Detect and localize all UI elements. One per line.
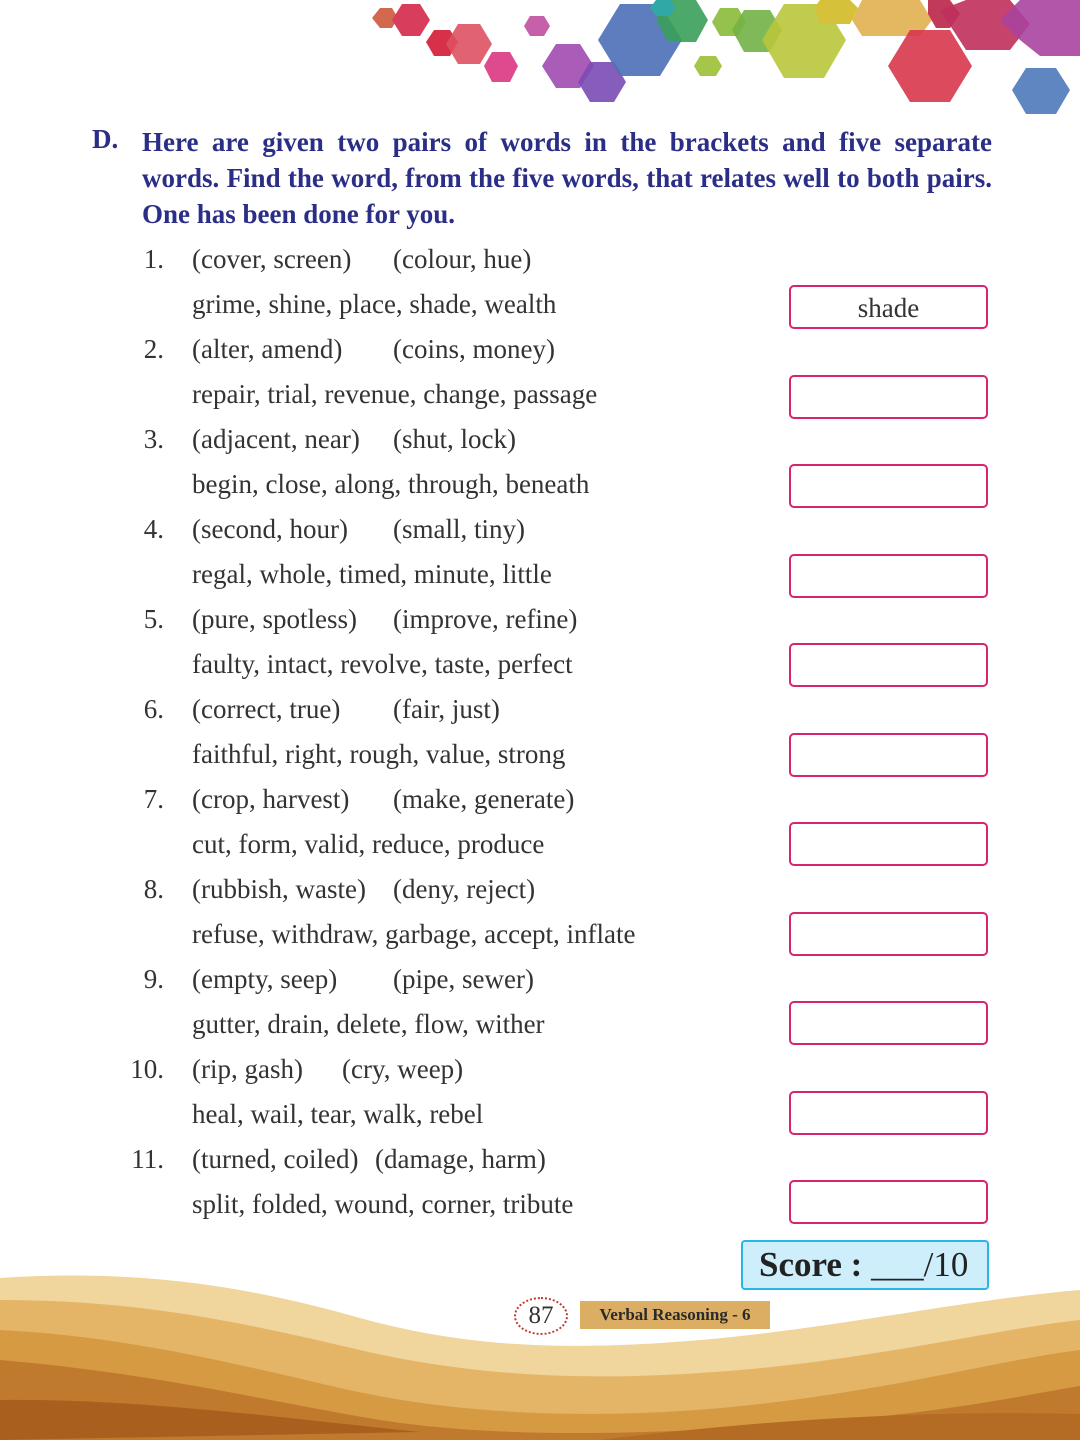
- word-pair-2: (small, tiny): [393, 514, 525, 544]
- answer-box[interactable]: [789, 1180, 988, 1224]
- word-pair-2: (colour, hue): [393, 244, 532, 274]
- word-pair-2: (cry, weep): [342, 1054, 464, 1084]
- word-options: faithful, right, rough, value, strong: [192, 739, 566, 769]
- word-pair-1: (cover, screen): [192, 244, 352, 274]
- word-pair-1: (pure, spotless): [192, 604, 357, 634]
- answer-box[interactable]: shade: [789, 285, 988, 329]
- answer-box[interactable]: [789, 464, 988, 508]
- word-pair-1: (correct, true): [192, 694, 341, 724]
- question-number: 7.: [143, 784, 164, 814]
- word-pair-2: (coins, money): [393, 334, 555, 364]
- word-options: cut, form, valid, reduce, produce: [192, 829, 545, 859]
- book-title: Verbal Reasoning - 6: [580, 1301, 770, 1329]
- word-pair-2: (damage, harm): [375, 1144, 546, 1174]
- answer-box[interactable]: [789, 643, 988, 687]
- question-number: 10.: [130, 1054, 164, 1084]
- word-pair-1: (crop, harvest): [192, 784, 350, 814]
- question-number: 6.: [143, 694, 164, 724]
- answer-box[interactable]: [789, 733, 988, 777]
- word-pair-2: (deny, reject): [393, 874, 536, 904]
- word-options: regal, whole, timed, minute, little: [192, 559, 552, 589]
- answer-box[interactable]: [789, 912, 988, 956]
- word-pair-1: (second, hour): [192, 514, 348, 544]
- answer-box[interactable]: [789, 1091, 988, 1135]
- answer-box[interactable]: [789, 554, 988, 598]
- question-number: 11.: [131, 1144, 164, 1174]
- score-label: Score :: [759, 1245, 863, 1284]
- answer-box[interactable]: [789, 822, 988, 866]
- word-pair-2: (improve, refine): [393, 604, 578, 634]
- word-pair-1: (empty, seep): [192, 964, 338, 994]
- word-options: gutter, drain, delete, flow, wither: [192, 1009, 545, 1039]
- question-number: 8.: [143, 874, 164, 904]
- word-options: refuse, withdraw, garbage, accept, inflate: [192, 919, 636, 949]
- word-options: heal, wail, tear, walk, rebel: [192, 1099, 484, 1129]
- page-number: 87: [514, 1297, 568, 1335]
- word-pair-1: (alter, amend): [192, 334, 343, 364]
- word-pair-2: (shut, lock): [393, 424, 516, 454]
- word-options: faulty, intact, revolve, taste, perfect: [192, 649, 573, 679]
- question-number: 4.: [143, 514, 164, 544]
- word-options: repair, trial, revenue, change, passage: [192, 379, 598, 409]
- word-pair-1: (rubbish, waste): [192, 874, 366, 904]
- word-pair-2: (make, generate): [393, 784, 575, 814]
- word-pair-1: (rip, gash): [192, 1054, 303, 1084]
- answer-box[interactable]: [789, 375, 988, 419]
- word-options: split, folded, wound, corner, tribute: [192, 1189, 574, 1219]
- section-instruction: Here are given two pairs of words in the brackets and five separate words. Find the word, from the five words, that relates well to both pairs. One has been done for you.: [142, 127, 992, 229]
- word-pair-1: (adjacent, near): [192, 424, 360, 454]
- word-pair-2: (pipe, sewer): [393, 964, 534, 994]
- section-letter: D.: [92, 124, 119, 154]
- score-value: ___/10: [871, 1245, 969, 1284]
- question-number: 9.: [143, 964, 164, 994]
- question-number: 2.: [143, 334, 164, 364]
- word-options: begin, close, along, through, beneath: [192, 469, 590, 499]
- answer-box[interactable]: [789, 1001, 988, 1045]
- question-number: 1.: [143, 244, 164, 274]
- word-pair-1: (turned, coiled): [192, 1144, 359, 1174]
- question-number: 3.: [143, 424, 164, 454]
- question-number: 5.: [143, 604, 164, 634]
- score-box: [741, 1240, 989, 1290]
- word-options: grime, shine, place, shade, wealth: [192, 289, 557, 319]
- word-pair-2: (fair, just): [393, 694, 500, 724]
